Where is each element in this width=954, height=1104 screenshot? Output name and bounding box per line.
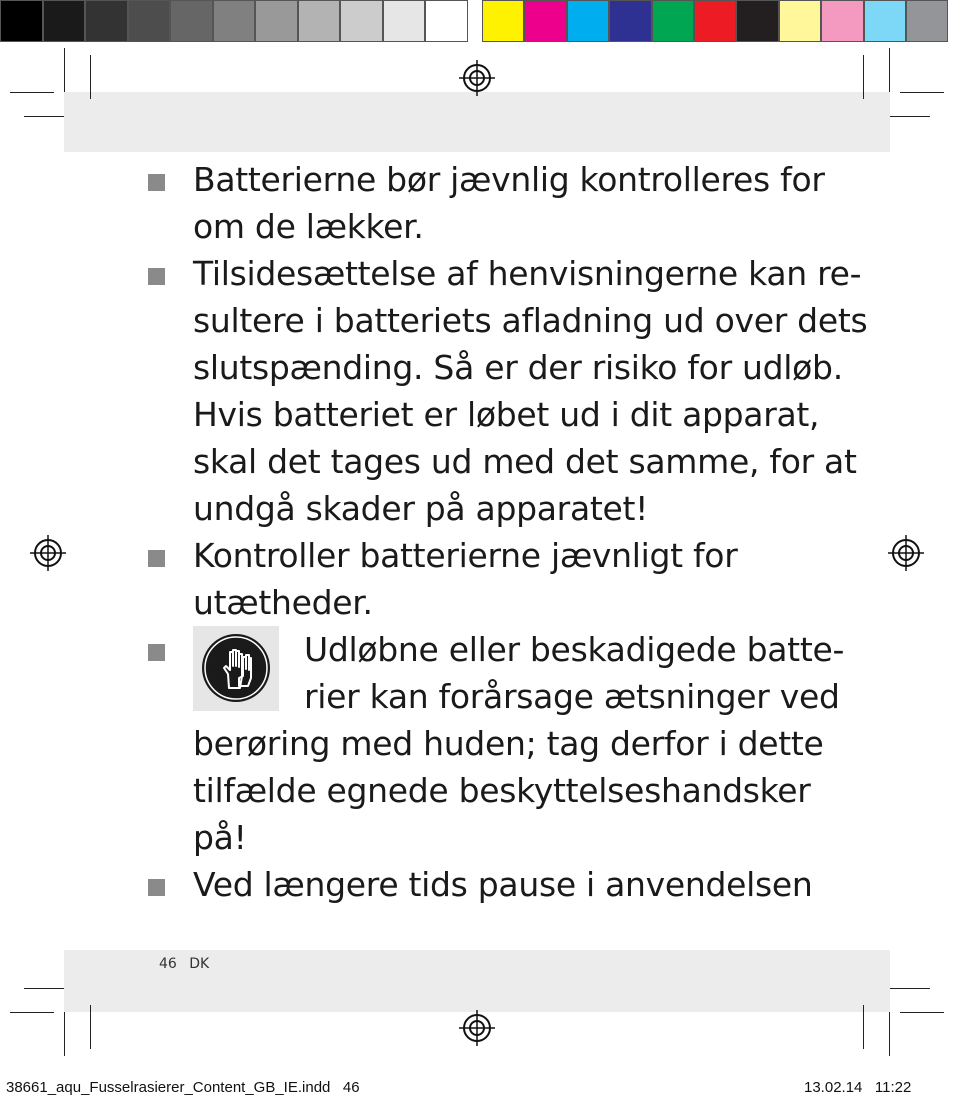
crop-mark	[863, 55, 864, 99]
gray-calibration-bar	[0, 0, 468, 44]
text-line: rier kan forårsage ætsninger ved	[304, 677, 840, 716]
page-content	[148, 156, 868, 908]
crop-mark	[890, 116, 930, 117]
registration-mark-icon	[459, 60, 495, 96]
color-swatch	[694, 0, 736, 42]
text-line: skal det tages ud med det samme, for at	[193, 442, 857, 481]
language-code: DK	[189, 956, 210, 972]
crop-mark	[10, 92, 54, 93]
crop-mark	[10, 1012, 54, 1013]
text-line: slutspænding. Så er der risiko for udløb.	[193, 348, 843, 387]
crop-mark	[889, 48, 890, 92]
bullet-square-icon	[148, 879, 165, 896]
color-swatch	[425, 0, 468, 42]
crop-mark	[889, 1012, 890, 1056]
text-line: om de lækker.	[193, 207, 424, 246]
color-swatch	[85, 0, 128, 42]
color-swatch	[213, 0, 256, 42]
color-swatch	[383, 0, 426, 42]
text-line: Hvis batteriet er løbet ud i dit apparat,	[193, 395, 820, 434]
color-swatch	[652, 0, 694, 42]
bullet-square-icon	[148, 644, 165, 661]
crop-mark	[863, 1005, 864, 1049]
text-line: Udløbne eller beskadigede batte-	[304, 630, 845, 669]
crop-mark	[24, 988, 64, 989]
bullet-square-icon	[148, 268, 165, 285]
color-swatch	[255, 0, 298, 42]
color-swatch	[567, 0, 609, 42]
color-swatch	[43, 0, 86, 42]
color-swatch	[482, 0, 524, 42]
text-line: utætheder.	[193, 583, 373, 622]
text-line: på!	[193, 818, 247, 857]
text-line: Ved længere tids pause i anvendelsen	[193, 865, 813, 904]
text-line: sultere i batteriets afladning ud over dets	[193, 301, 868, 340]
list-item	[148, 861, 828, 908]
crop-mark	[90, 55, 91, 99]
crop-mark	[64, 1012, 65, 1056]
color-swatch	[821, 0, 863, 42]
gloves-icon	[193, 626, 279, 711]
list-item	[148, 626, 845, 861]
color-swatch	[0, 0, 43, 42]
registration-mark-icon	[30, 535, 66, 571]
color-swatch	[906, 0, 948, 42]
registration-mark-icon	[459, 1010, 495, 1046]
page-footer	[159, 956, 217, 972]
bullet-square-icon	[148, 550, 165, 567]
list-item	[148, 532, 828, 626]
print-slug-datetime: 13.02.14 11:22	[804, 1079, 912, 1096]
page-number: 46	[159, 956, 177, 972]
color-swatch	[524, 0, 566, 42]
text-line: Kontroller batterierne jævnligt for	[193, 536, 738, 575]
crop-mark	[900, 92, 944, 93]
color-swatch	[128, 0, 171, 42]
crop-mark	[890, 988, 930, 989]
crop-mark	[90, 1005, 91, 1049]
bullet-square-icon	[148, 174, 165, 191]
crop-mark	[64, 48, 65, 92]
color-swatch	[736, 0, 778, 42]
list-item	[148, 156, 828, 250]
crop-mark	[24, 116, 64, 117]
list-item	[148, 250, 868, 532]
color-swatch	[170, 0, 213, 42]
color-swatch	[340, 0, 383, 42]
color-swatch	[864, 0, 906, 42]
header-band	[64, 92, 890, 152]
text-line: undgå skader på apparatet!	[193, 489, 649, 528]
text-line: tilfælde egnede beskyttelseshandsker	[193, 771, 811, 810]
registration-mark-icon	[888, 535, 924, 571]
text-line: Batterierne bør jævnlig kontrolleres for	[193, 160, 825, 199]
crop-mark	[900, 1012, 944, 1013]
color-swatch	[779, 0, 821, 42]
color-swatch	[298, 0, 341, 42]
color-swatch	[609, 0, 651, 42]
text-line: Tilsidesættelse af henvisningerne kan re-	[193, 254, 862, 293]
text-line: berøring med huden; tag derfor i dette	[193, 724, 824, 763]
color-calibration-bar	[482, 0, 948, 44]
print-slug-file: 38661_aqu_Fusselrasierer_Content_GB_IE.indd 46	[6, 1079, 360, 1096]
